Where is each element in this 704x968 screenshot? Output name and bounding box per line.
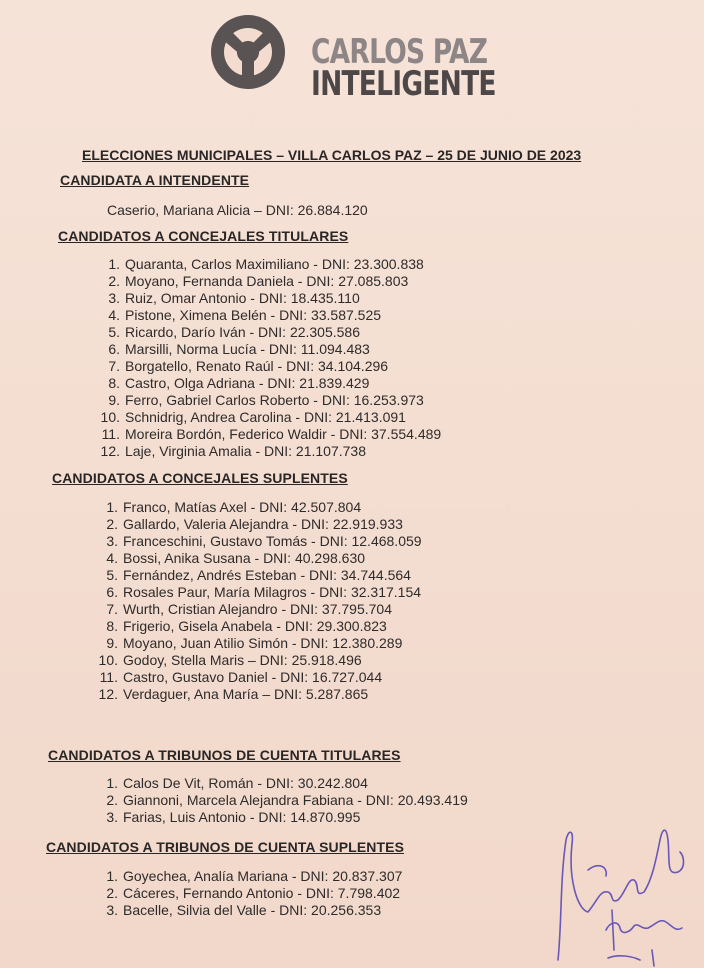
list-item bbox=[96, 635, 422, 652]
heading-concejales-titulares: CANDIDATOS A CONCEJALES TITULARES bbox=[58, 228, 349, 244]
list-item-text: Goyechea, Analía Mariana - DNI: 20.837.307 bbox=[123, 868, 403, 884]
list-item-number: 1. bbox=[106, 499, 118, 515]
list-item bbox=[96, 618, 422, 635]
list-item-text: Castro, Olga Adriana - DNI: 21.839.429 bbox=[125, 375, 370, 391]
list-item-number: 10. bbox=[98, 652, 118, 668]
list-item bbox=[96, 775, 468, 792]
list-item bbox=[96, 652, 422, 669]
intendente-candidate: Caserio, Mariana Alicia – DNI: 26.884.120 bbox=[107, 202, 368, 218]
list-item-text: Moreira Bordón, Federico Waldir - DNI: 37.554.489 bbox=[125, 426, 442, 442]
list-item-text: Ruiz, Omar Antonio - DNI: 18.435.110 bbox=[125, 290, 360, 306]
list-item-number: 10. bbox=[100, 409, 120, 425]
list-item-number: 4. bbox=[106, 550, 118, 566]
list-item-text: Frigerio, Gisela Anabela - DNI: 29.300.823 bbox=[123, 618, 387, 634]
list-item bbox=[96, 601, 422, 618]
heading-concejales-suplentes: CANDIDATOS A CONCEJALES SUPLENTES bbox=[52, 470, 348, 486]
list-item-number: 5. bbox=[106, 567, 118, 583]
list-item-number: 9. bbox=[106, 635, 118, 651]
list-item-number: 11. bbox=[99, 669, 118, 685]
list-item bbox=[98, 341, 441, 358]
list-item-text: Ferro, Gabriel Carlos Roberto - DNI: 16.253.973 bbox=[125, 392, 424, 408]
list-item-text: Farias, Luis Antonio - DNI: 14.870.995 bbox=[123, 809, 361, 825]
list-item-number: 1. bbox=[106, 775, 118, 791]
list-item bbox=[98, 409, 441, 426]
list-item-text: Moyano, Fernanda Daniela - DNI: 27.085.803 bbox=[125, 273, 409, 289]
list-item bbox=[96, 533, 422, 550]
logo-line-1: CARLOS PAZ bbox=[311, 32, 488, 72]
list-item bbox=[98, 290, 441, 307]
list-item-number: 2. bbox=[108, 273, 120, 289]
list-item-text: Wurth, Cristian Alejandro - DNI: 37.795.704 bbox=[123, 601, 392, 617]
list-item bbox=[96, 686, 422, 703]
list-item-text: Ricardo, Darío Iván - DNI: 22.305.586 bbox=[125, 324, 361, 340]
document-title: ELECCIONES MUNICIPALES – VILLA CARLOS PAZ – 25 DE JUNIO DE 2023 bbox=[82, 147, 582, 163]
heading-tribunos-titulares: CANDIDATOS A TRIBUNOS DE CUENTA TITULARES bbox=[48, 747, 401, 763]
list-item bbox=[98, 426, 441, 443]
list-item-text: Rosales Paur, María Milagros - DNI: 32.317.154 bbox=[123, 584, 422, 600]
list-item-number: 11. bbox=[101, 426, 120, 442]
list-item-number: 9. bbox=[108, 392, 120, 408]
list-item-text: Franceschini, Gustavo Tomás - DNI: 12.468.059 bbox=[123, 533, 422, 549]
list-item-text: Schnidrig, Andrea Carolina - DNI: 21.413.091 bbox=[125, 409, 406, 425]
list-item bbox=[96, 516, 422, 533]
list-item-text: Cáceres, Fernando Antonio - DNI: 7.798.402 bbox=[123, 885, 401, 901]
list-item bbox=[98, 358, 441, 375]
list-item bbox=[98, 273, 441, 290]
list-item-text: Giannoni, Marcela Alejandra Fabiana - DNI: 20.493.419 bbox=[123, 792, 468, 808]
list-item-number: 6. bbox=[106, 584, 118, 600]
heading-tribunos-suplentes: CANDIDATOS A TRIBUNOS DE CUENTA SUPLENTES bbox=[46, 839, 405, 855]
list-item bbox=[96, 584, 422, 601]
list-item bbox=[96, 669, 422, 686]
list-item-text: Verdaguer, Ana María – DNI: 5.287.865 bbox=[123, 686, 369, 702]
list-item-number: 12. bbox=[98, 686, 118, 702]
list-item-text: Moyano, Juan Atilio Simón - DNI: 12.380.289 bbox=[123, 635, 403, 651]
list-item bbox=[98, 443, 441, 460]
list-item-text: Quaranta, Carlos Maximiliano - DNI: 23.300.838 bbox=[125, 256, 424, 272]
handwritten-signature bbox=[548, 800, 704, 968]
list-item-number: 8. bbox=[108, 375, 120, 391]
list-item bbox=[96, 809, 468, 826]
list-item bbox=[96, 550, 422, 567]
list-item-number: 8. bbox=[106, 618, 118, 634]
list-item-text: Castro, Gustavo Daniel - DNI: 16.727.044 bbox=[123, 669, 383, 685]
list-item-number: 7. bbox=[106, 601, 118, 617]
logo bbox=[210, 14, 500, 104]
list-item-number: 3. bbox=[106, 809, 118, 825]
list-item bbox=[98, 324, 441, 341]
list-item-number: 1. bbox=[106, 868, 118, 884]
list-item-text: Calos De Vit, Román - DNI: 30.242.804 bbox=[123, 775, 368, 791]
list-item bbox=[98, 307, 441, 324]
list-item bbox=[96, 567, 422, 584]
list-item-number: 7. bbox=[108, 358, 120, 374]
list-item-text: Bossi, Anika Susana - DNI: 40.298.630 bbox=[123, 550, 366, 566]
list-item-text: Gallardo, Valeria Alejandra - DNI: 22.919.933 bbox=[123, 516, 403, 532]
list-item-number: 6. bbox=[108, 341, 120, 357]
list-item-number: 3. bbox=[106, 533, 118, 549]
list-item-number: 4. bbox=[108, 307, 120, 323]
list-tribunos-suplentes bbox=[96, 868, 402, 919]
list-item bbox=[96, 792, 468, 809]
list-item bbox=[98, 375, 441, 392]
list-item-text: Laje, Virginia Amalia - DNI: 21.107.738 bbox=[125, 443, 366, 459]
list-item bbox=[96, 499, 422, 516]
list-item-text: Fernández, Andrés Esteban - DNI: 34.744.564 bbox=[123, 567, 411, 583]
list-item bbox=[96, 885, 402, 902]
list-item-text: Franco, Matías Axel - DNI: 42.507.804 bbox=[123, 499, 362, 515]
list-item-text: Bacelle, Silvia del Valle - DNI: 20.256.353 bbox=[123, 902, 382, 918]
list-item bbox=[98, 256, 441, 273]
heading-intendente: CANDIDATA A INTENDENTE bbox=[60, 172, 250, 188]
list-item-number: 3. bbox=[106, 902, 118, 918]
list-item-text: Borgatello, Renato Raúl - DNI: 34.104.296 bbox=[125, 358, 389, 374]
list-concejales-suplentes bbox=[96, 499, 422, 703]
list-item-number: 5. bbox=[108, 324, 120, 340]
list-item-text: Marsilli, Norma Lucía - DNI: 11.094.483 bbox=[125, 341, 370, 357]
list-concejales-titulares bbox=[98, 256, 441, 460]
list-item-number: 2. bbox=[106, 885, 118, 901]
list-tribunos-titulares bbox=[96, 775, 468, 826]
list-item bbox=[96, 868, 402, 885]
circle-y-emblem-icon bbox=[210, 14, 286, 90]
list-item-text: Pistone, Ximena Belén - DNI: 33.587.525 bbox=[125, 307, 382, 323]
list-item-number: 3. bbox=[108, 290, 120, 306]
list-item bbox=[96, 902, 402, 919]
list-item bbox=[98, 392, 441, 409]
list-item-number: 2. bbox=[106, 516, 118, 532]
logo-line-2: INTELIGENTE bbox=[311, 64, 496, 104]
list-item-number: 1. bbox=[108, 256, 120, 272]
list-item-text: Godoy, Stella Maris – DNI: 25.918.496 bbox=[123, 652, 362, 668]
list-item-number: 12. bbox=[100, 443, 120, 459]
list-item-number: 2. bbox=[106, 792, 118, 808]
